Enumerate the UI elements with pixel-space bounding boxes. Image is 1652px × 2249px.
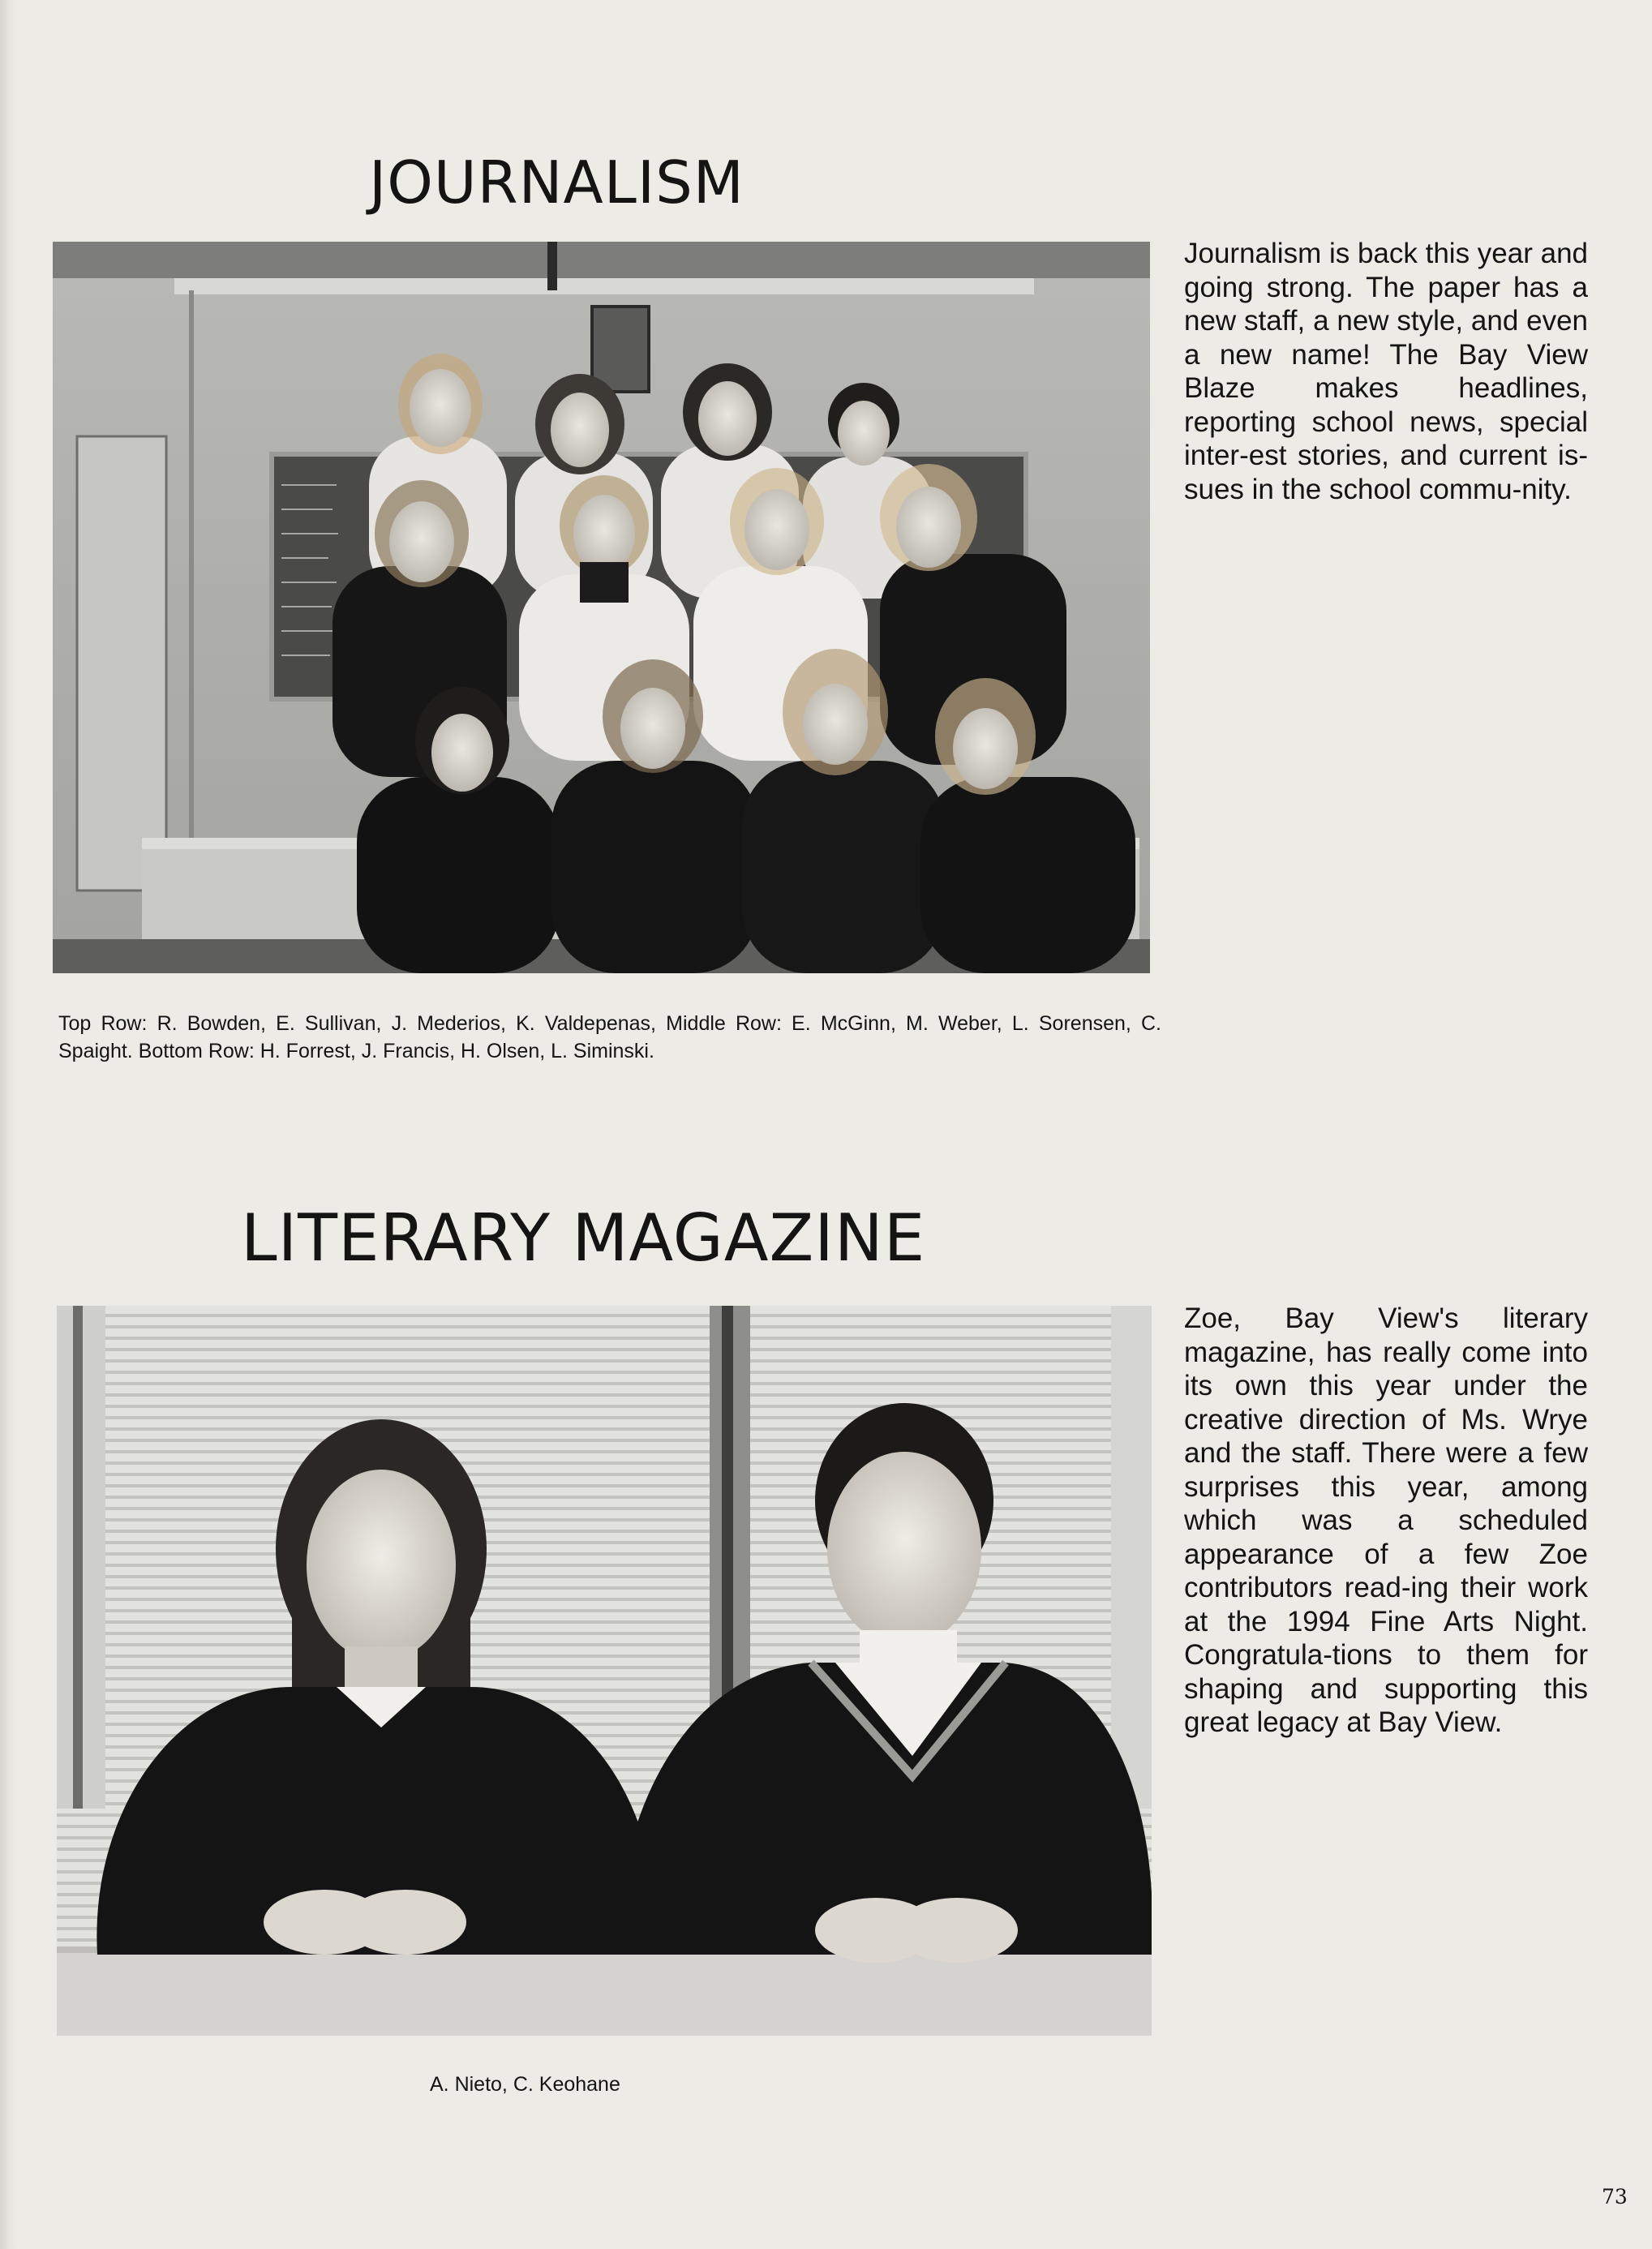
page-number: 73 xyxy=(1602,2185,1628,2208)
page-binding-edge xyxy=(0,0,18,2249)
journalism-group-photo xyxy=(53,242,1150,973)
literary-magazine-photo xyxy=(57,1306,1152,2036)
literary-magazine-description: Zoe, Bay View's literary magazine, has really come into its own this year under the creative direction of Ms. Wrye and the staff. There were a few surprises this year, among which was a scheduled appearance of a few Zoe contributors read-ing their work at the 1994 Fine Arts Night. Congratula-tions to them for shaping and supporting this great legacy at Bay View. xyxy=(1184,1303,1588,1738)
journalism-heading: JOURNALISM xyxy=(369,148,744,217)
journalism-description: Journalism is back this year and going strong. The paper has a new staff, a new style, and even a new name! The Bay View Blaze makes headlines, reporting school news, special inter-est stories, and current is-sues in the school commu-nity. xyxy=(1184,238,1588,505)
literary-magazine-heading: LITERARY MAGAZINE xyxy=(241,1200,926,1276)
journalism-photo-caption: Top Row: R. Bowden, E. Sullivan, J. Mederios, K. Valdepenas, Middle Row: E. McGinn, M. Weber, L. Sorensen, C. Spaight. Bottom Row: H. Forrest, J. Francis, H. Olsen, L. Siminski. xyxy=(58,1012,1161,1062)
literary-magazine-photo-caption: A. Nieto, C. Keohane xyxy=(430,2073,620,2096)
